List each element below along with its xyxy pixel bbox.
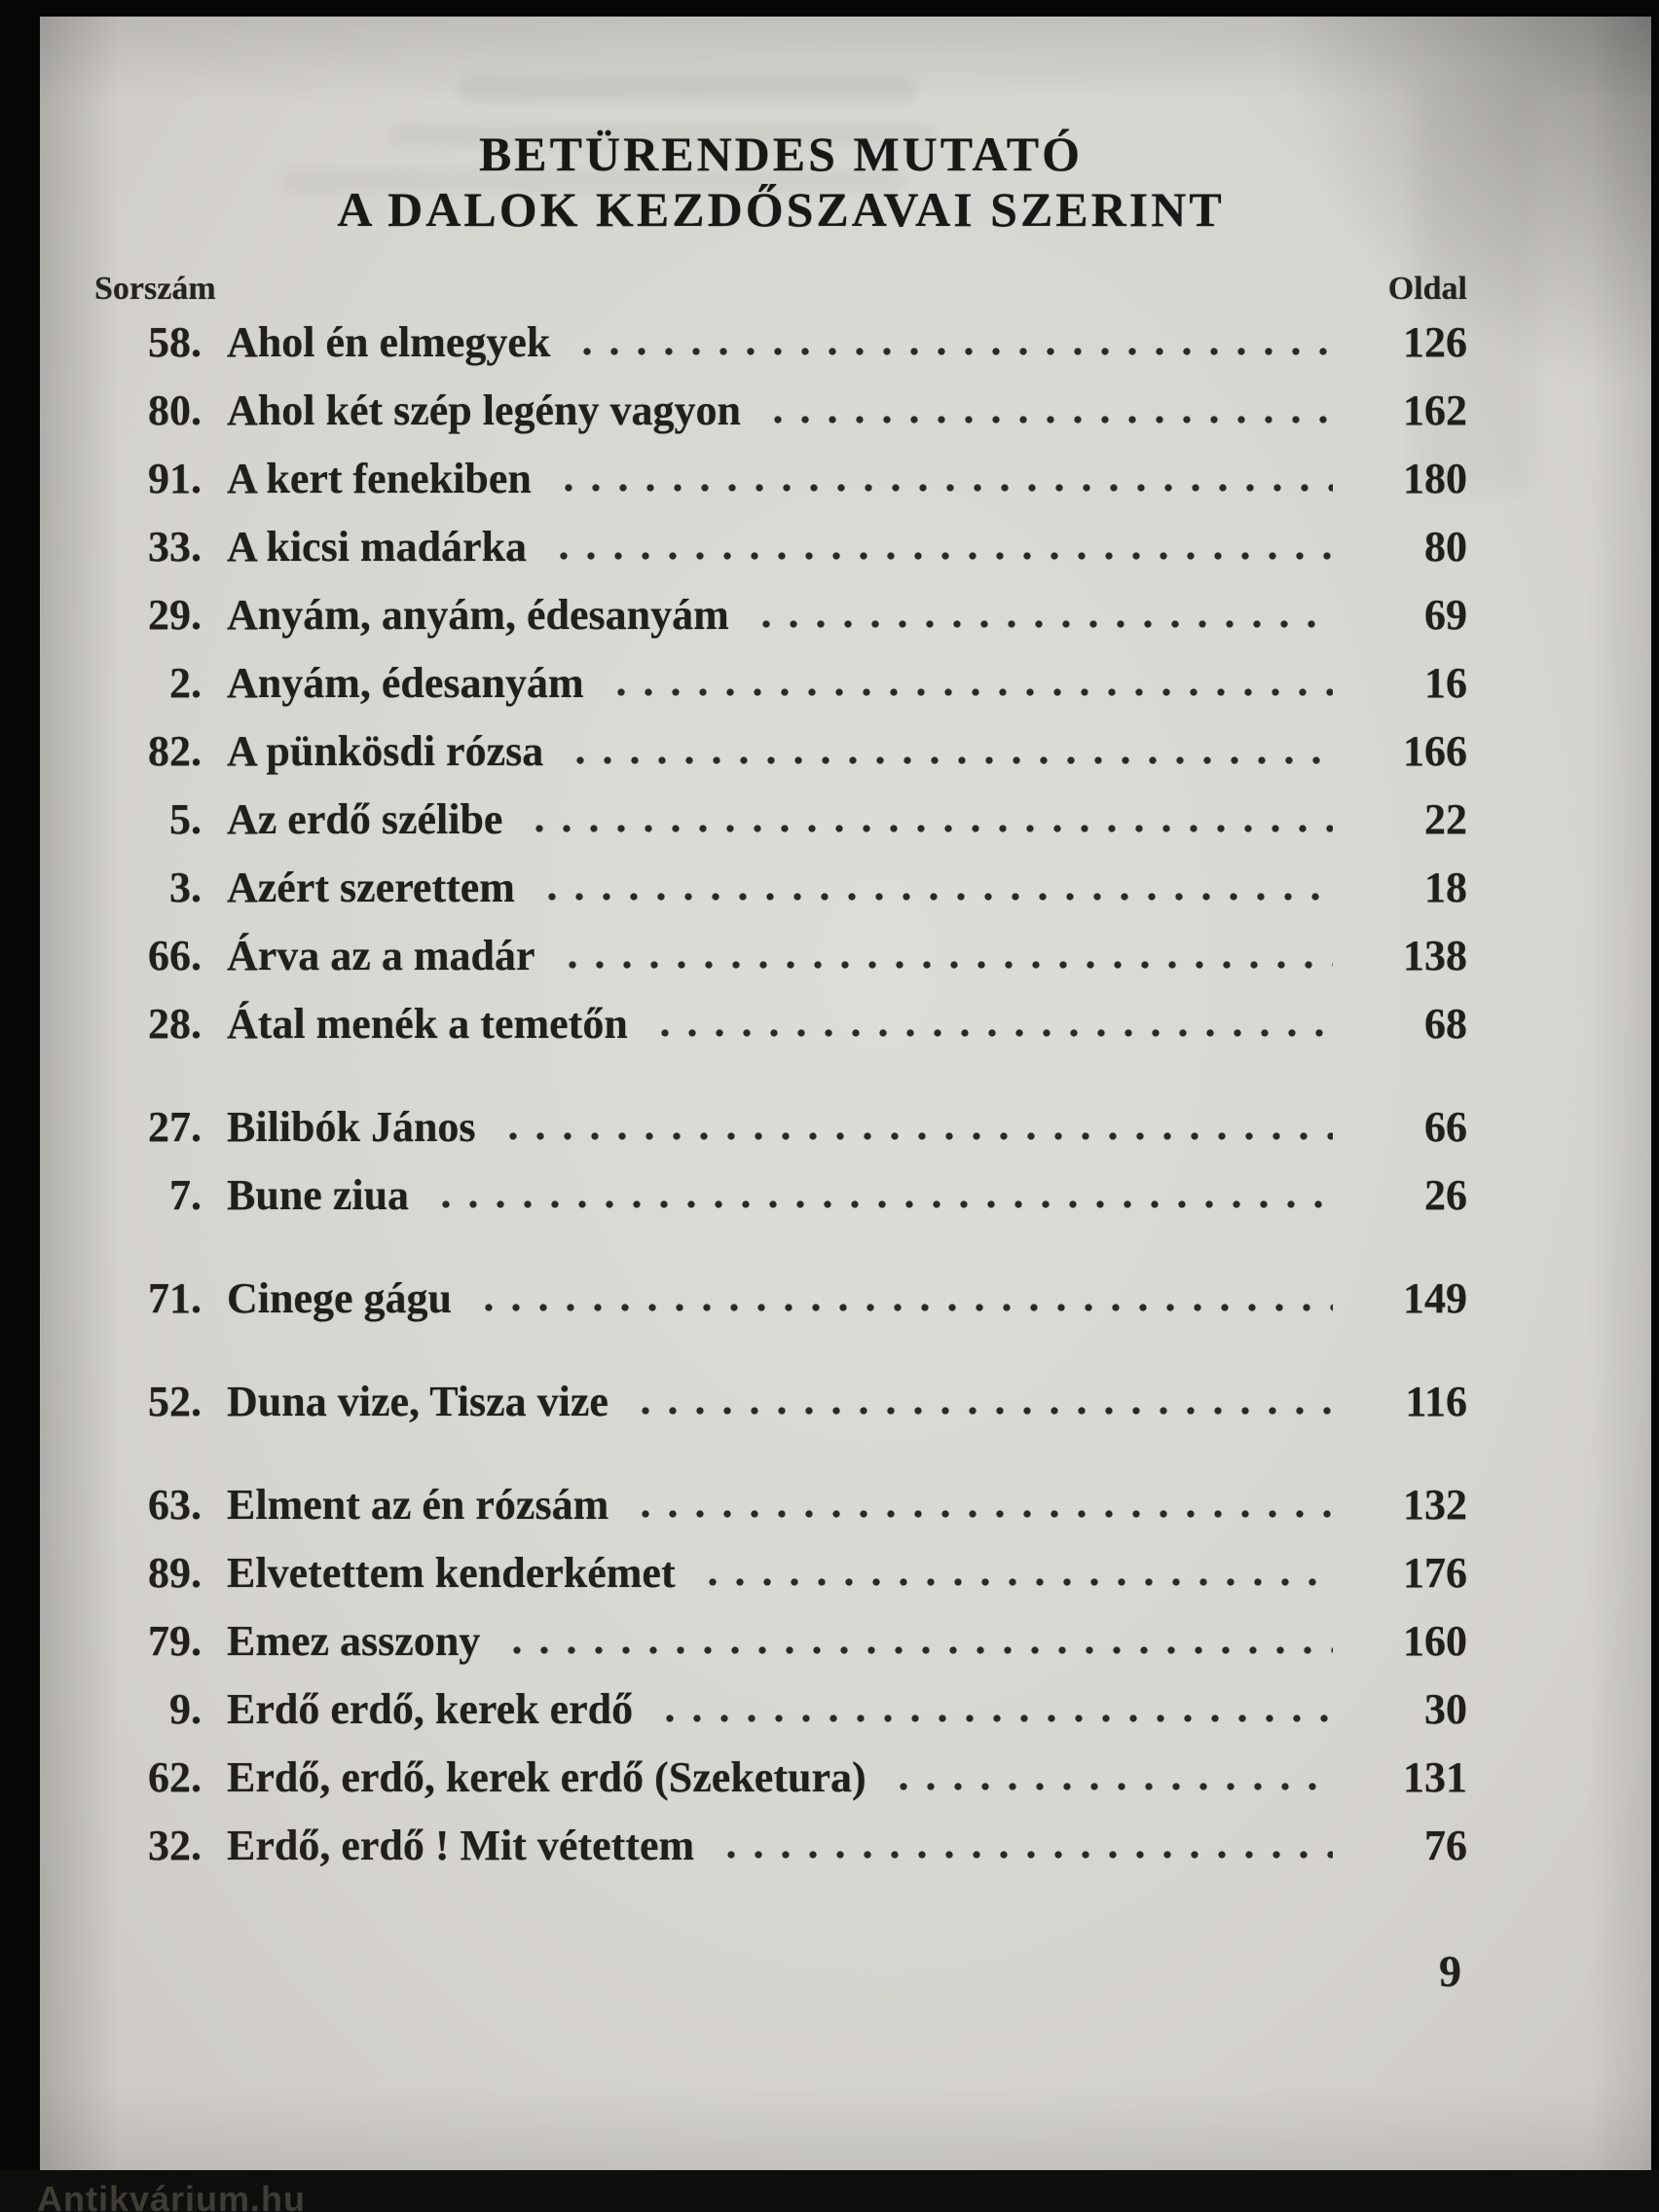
entry-title: Erdő, erdő ! Mit vétettem [227, 1822, 695, 1869]
show-through-smudge [283, 170, 906, 192]
entry-title: Erdő, erdő, kerek erdő (Szeketura) [227, 1753, 866, 1801]
index-entry-row [94, 1273, 1467, 1342]
entry-number: 63. [148, 1481, 202, 1529]
dot-leader [432, 1199, 1333, 1209]
dot-leader [538, 892, 1333, 902]
entry-number: 33. [148, 523, 202, 571]
entry-title: Árva az a madár [227, 932, 535, 979]
index-list [94, 317, 1467, 1889]
entry-number: 29. [148, 591, 202, 639]
index-entry-row [94, 590, 1467, 658]
entry-page-number: 180 [1403, 455, 1467, 502]
entry-number: 91. [148, 455, 202, 502]
entry-page-number: 16 [1424, 659, 1467, 707]
entry-number: 62. [148, 1753, 202, 1801]
entry-number: 58. [148, 318, 202, 366]
dot-leader [567, 756, 1333, 765]
show-through-smudge [390, 124, 936, 147]
dot-leader [651, 1028, 1333, 1038]
index-entry-row [94, 1548, 1467, 1616]
dot-leader [573, 347, 1333, 356]
entry-number: 27. [148, 1103, 202, 1151]
entry-page-number: 80 [1424, 523, 1467, 571]
page-number: 9 [1439, 1946, 1461, 1996]
entry-number: 3. [169, 864, 202, 911]
entry-page-number: 149 [1403, 1274, 1467, 1322]
entry-title: Duna vize, Tisza vize [227, 1378, 608, 1425]
index-entry-row [94, 863, 1467, 931]
dot-leader [753, 619, 1333, 629]
dot-leader [632, 1406, 1333, 1416]
show-through-smudge [1418, 85, 1534, 494]
index-entry-row [94, 317, 1467, 386]
dot-leader [503, 1645, 1333, 1655]
index-entry-row [94, 1752, 1467, 1821]
entry-number: 7. [169, 1171, 202, 1219]
entry-number: 2. [169, 659, 202, 707]
entry-title: Ahol két szép legény vagyon [227, 387, 741, 434]
entry-number: 79. [148, 1617, 202, 1665]
index-entry-row [94, 999, 1467, 1067]
scan-bottom-strip [0, 2170, 1659, 2212]
dot-leader [526, 824, 1333, 833]
entry-page-number: 76 [1424, 1822, 1467, 1869]
index-entry-row [94, 1377, 1467, 1445]
dot-leader [890, 1782, 1333, 1791]
dot-leader [608, 687, 1333, 697]
entry-title: A pünkösdi rózsa [227, 727, 544, 775]
entry-page-number: 68 [1424, 1000, 1467, 1048]
index-entry-row [94, 386, 1467, 454]
index-entry-row [94, 1821, 1467, 1889]
entry-number: 32. [148, 1822, 202, 1869]
entry-page-number: 166 [1403, 727, 1467, 775]
entry-page-number: 26 [1424, 1171, 1467, 1219]
entry-title: A kicsi madárka [227, 523, 528, 571]
dot-leader [559, 960, 1334, 970]
entry-number: 89. [148, 1549, 202, 1597]
dot-leader [764, 415, 1333, 424]
index-entry-row [94, 658, 1467, 726]
entry-title: Emez asszony [227, 1617, 481, 1665]
title-line-2: A DALOK KEZDŐSZAVAI SZERINT [337, 182, 1225, 237]
index-entry-row [94, 794, 1467, 863]
entry-title: Azért szerettem [227, 864, 515, 911]
paper-sheet [40, 17, 1651, 2170]
entry-title: Elvetettem kenderkémet [227, 1549, 676, 1597]
entry-page-number: 131 [1403, 1753, 1467, 1801]
watermark-text: Antikvárium.hu [37, 2179, 307, 2212]
entry-number: 71. [148, 1274, 202, 1322]
entry-number: 5. [169, 795, 202, 843]
index-entry-row [94, 1684, 1467, 1752]
entry-number: 9. [169, 1685, 202, 1733]
column-header-oldal: Oldal [1387, 271, 1467, 307]
entry-number: 82. [148, 727, 202, 775]
entry-page-number: 160 [1403, 1617, 1467, 1665]
index-entry-row [94, 1102, 1467, 1170]
entry-number: 80. [148, 387, 202, 434]
entry-page-number: 162 [1403, 387, 1467, 434]
entry-page-number: 18 [1424, 864, 1467, 911]
entry-title: Anyám, anyám, édesanyám [227, 591, 729, 639]
index-entry-row [94, 1170, 1467, 1238]
entry-page-number: 116 [1405, 1378, 1467, 1425]
entry-page-number: 22 [1424, 795, 1467, 843]
column-header-sorszam: Sorszám [94, 271, 216, 307]
dot-leader [699, 1577, 1333, 1587]
index-entry-row [94, 931, 1467, 999]
entry-page-number: 30 [1424, 1685, 1467, 1733]
entry-title: Erdő erdő, kerek erdő [227, 1685, 634, 1733]
entry-page-number: 132 [1403, 1481, 1467, 1529]
show-through-smudge [459, 77, 916, 102]
index-entry-row [94, 454, 1467, 522]
dot-leader [499, 1131, 1333, 1141]
entry-page-number: 176 [1403, 1549, 1467, 1597]
entry-title: Átal menék a temetőn [227, 1000, 628, 1048]
index-entry-row [94, 726, 1467, 794]
entry-title: Cinege gágu [227, 1274, 452, 1322]
index-entry-row [94, 1616, 1467, 1684]
entry-title: Ahol én elmegyek [227, 318, 551, 366]
dot-leader [475, 1303, 1333, 1312]
dot-leader [555, 483, 1333, 493]
index-entry-row [94, 1480, 1467, 1548]
dot-leader [550, 551, 1333, 561]
column-headers [94, 271, 1467, 308]
entry-page-number: 138 [1403, 932, 1467, 979]
entry-page-number: 126 [1403, 318, 1467, 366]
dot-leader [656, 1714, 1333, 1723]
entry-title: Anyám, édesanyám [227, 659, 584, 707]
entry-title: Bune ziua [227, 1171, 410, 1219]
entry-title: Elment az én rózsám [227, 1481, 609, 1529]
entry-page-number: 69 [1424, 591, 1467, 639]
dot-leader [632, 1509, 1333, 1519]
index-entry-row [94, 522, 1467, 590]
entry-number: 52. [148, 1378, 202, 1425]
entry-title: A kert fenekiben [227, 455, 532, 502]
entry-number: 66. [148, 932, 202, 979]
entry-page-number: 66 [1424, 1103, 1467, 1151]
entry-title: Az erdő szélibe [227, 795, 503, 843]
entry-title: Bilibók János [227, 1103, 476, 1151]
dot-leader [718, 1850, 1333, 1860]
entry-number: 28. [148, 1000, 202, 1048]
title-line-1: BETÜRENDES MUTATÓ [478, 127, 1084, 181]
